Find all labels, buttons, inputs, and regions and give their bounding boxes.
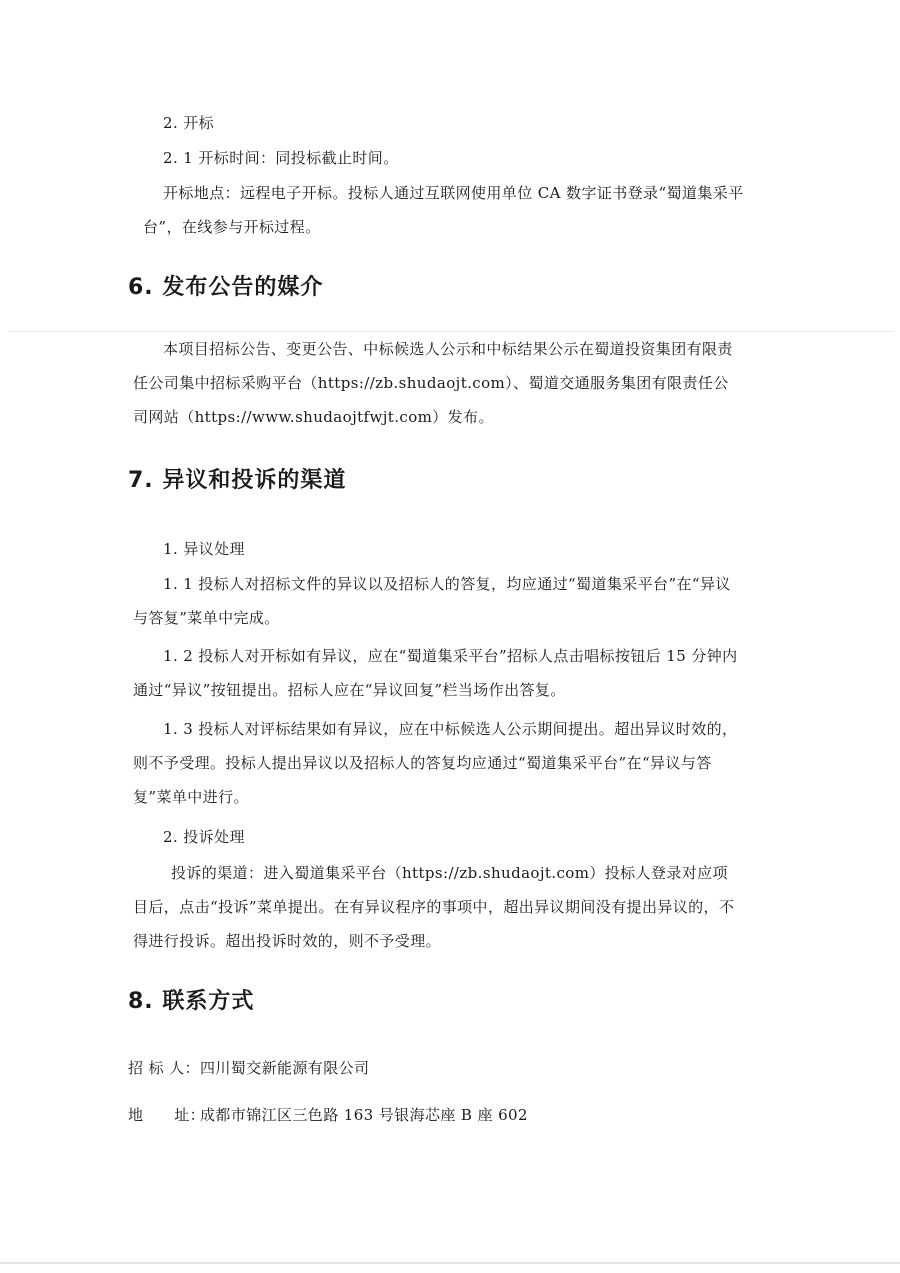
open-bid-item: 2. 开标 <box>163 114 215 132</box>
tenderer-row <box>128 1051 369 1085</box>
address-label: 地 址： <box>128 1106 206 1124</box>
objection-item-1-3: 1. 3 投标人对评标结果如有异议，应在中标候选人公示期间提出。超出异议时效的，则不予受理。投标人提出异议以及招标人的答复均应通过“蜀道集采平台”在“异议与答复”菜单中进行。 <box>133 720 738 806</box>
tenderer-value: 四川蜀交新能源有限公司 <box>200 1059 370 1077</box>
address-value: 成都市锦江区三色路 163 号银海芯座 B 座 602 <box>200 1106 528 1124</box>
address-row <box>128 1098 528 1132</box>
open-bid-location: 开标地点：远程电子开标。投标人通过互联网使用单位 CA 数字证书登录“蜀道集采平台”，在线参与开标过程。 <box>143 184 744 236</box>
section-8-heading: 8. 联系方式 <box>128 989 255 1014</box>
section-7-heading: 7. 异议和投诉的渠道 <box>128 468 347 493</box>
tenderer-label: 招 标 人： <box>128 1059 200 1077</box>
objection-item: 1. 异议处理 <box>163 540 245 558</box>
scan-bottom-edge <box>0 1262 900 1264</box>
objection-item-1-1: 1. 1 投标人对招标文件的异议以及招标人的答复，均应通过“蜀道集采平台”在“异议与答复”菜单中完成。 <box>133 575 731 627</box>
complaint-channel: 投诉的渠道：进入蜀道集采平台（https://zb.shudaojt.com）投标人登录对应项目后，点击“投诉”菜单提出。在有异议程序的事项中，超出异议期间没有提出异议的，不得进行投诉。超出投诉时效的，则不予受理。 <box>133 864 735 950</box>
complaint-item: 2. 投诉处理 <box>163 828 245 846</box>
objection-item-1-2: 1. 2 投标人对开标如有异议，应在“蜀道集采平台”招标人点击唱标按钮后 15 分钟内通过“异议”按钮提出。招标人应在“异议回复”栏当场作出答复。 <box>133 647 738 699</box>
open-bid-time: 2. 1 开标时间：同投标截止时间。 <box>163 149 399 167</box>
section-6-body: 本项目招标公告、变更公告、中标候选人公示和中标结果公示在蜀道投资集团有限责任公司集中招标采购平台（https://zb.shudaojt.com）、蜀道交通服务集团有限责任公司网站（https://www.shudaojtfwjt.com）发布。 <box>133 340 733 426</box>
section-6-heading: 6. 发布公告的媒介 <box>128 275 324 300</box>
